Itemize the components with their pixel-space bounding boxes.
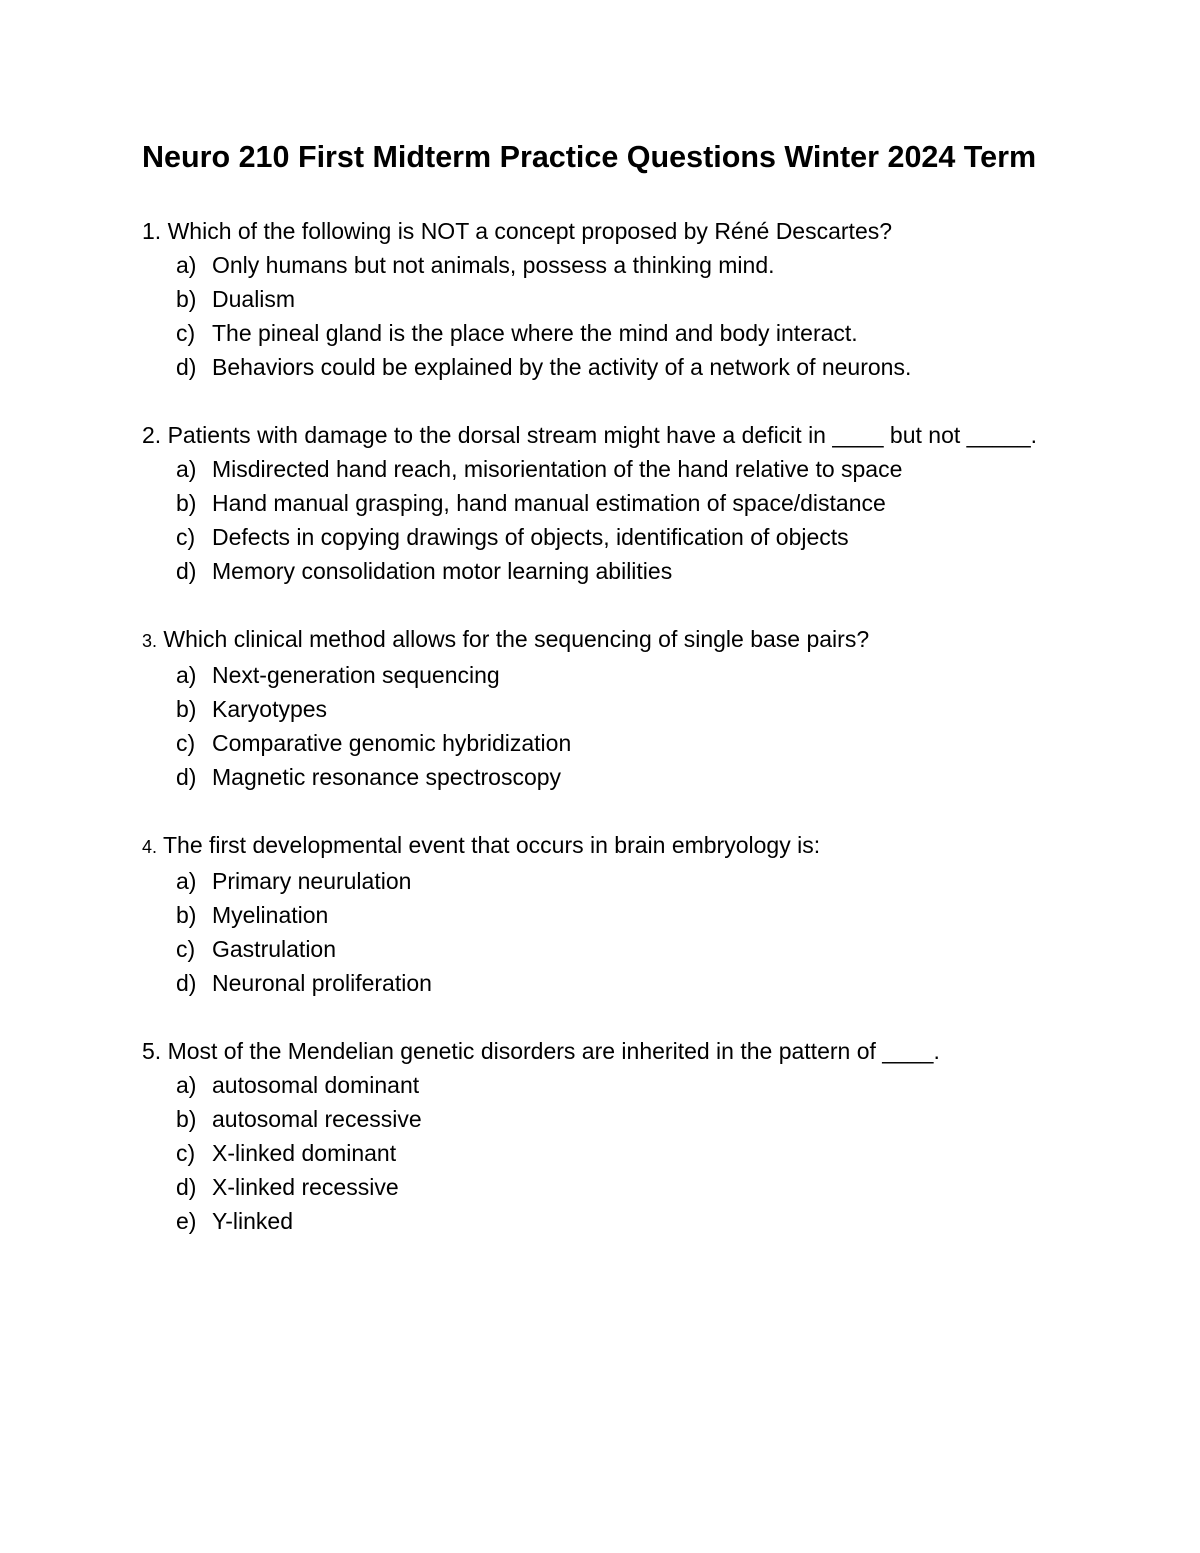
option-text: Gastrulation [212, 936, 337, 962]
option-letter: c) [176, 730, 196, 756]
option-letter: a) [176, 252, 197, 278]
option-d [142, 760, 1072, 794]
option-a [142, 864, 1072, 898]
option-text: autosomal recessive [212, 1106, 422, 1132]
option-letter: a) [176, 662, 197, 688]
option-letter: b) [176, 696, 197, 722]
option-d [142, 350, 1072, 384]
option-b [142, 898, 1072, 932]
option-a [142, 452, 1072, 486]
option-b [142, 486, 1072, 520]
option-letter: d) [176, 558, 197, 584]
question-number: 4. [142, 837, 158, 857]
question-stem [142, 418, 1072, 452]
option-letter: d) [176, 970, 197, 996]
question-number: 3. [142, 631, 158, 651]
question-text: Patients with damage to the dorsal stream might have a deficit in ____ but not _____. [167, 422, 1037, 448]
option-text: Karyotypes [212, 696, 328, 722]
option-text: Myelination [212, 902, 329, 928]
option-letter: d) [176, 354, 197, 380]
option-text: Misdirected hand reach, misorientation of the hand relative to space [212, 456, 903, 482]
option-list [142, 452, 1072, 588]
question-4 [142, 828, 1072, 1000]
question-3 [142, 622, 1072, 794]
option-list [142, 248, 1072, 384]
option-text: Primary neurulation [212, 868, 412, 894]
option-text: Neuronal proliferation [212, 970, 432, 996]
option-text: autosomal dominant [212, 1072, 420, 1098]
question-text: Which of the following is NOT a concept proposed by Réné Descartes? [167, 218, 893, 244]
option-text: Defects in copying drawings of objects, identification of objects [212, 524, 849, 550]
option-d [142, 1170, 1072, 1204]
option-letter: c) [176, 1140, 196, 1166]
option-b [142, 1102, 1072, 1136]
option-c [142, 316, 1072, 350]
option-letter: b) [176, 902, 197, 928]
option-text: Y-linked [212, 1208, 293, 1234]
question-number: 1. [142, 218, 162, 244]
option-list [142, 658, 1072, 794]
option-list [142, 864, 1072, 1000]
option-text: Comparative genomic hybridization [212, 730, 572, 756]
option-a [142, 248, 1072, 282]
question-number: 5. [142, 1038, 162, 1064]
option-letter: b) [176, 286, 197, 312]
question-stem [142, 622, 1072, 658]
option-c [142, 932, 1072, 966]
question-5 [142, 1034, 1072, 1238]
option-text: Only humans but not animals, possess a thinking mind. [212, 252, 775, 278]
option-text: Behaviors could be explained by the activity of a network of neurons. [212, 354, 912, 380]
option-text: Memory consolidation motor learning abilities [212, 558, 673, 584]
option-text: Magnetic resonance spectroscopy [212, 764, 562, 790]
option-letter: a) [176, 1072, 197, 1098]
question-1 [142, 214, 1072, 384]
option-text: X-linked recessive [212, 1174, 399, 1200]
option-letter: d) [176, 1174, 197, 1200]
question-stem [142, 214, 1072, 248]
option-letter: d) [176, 764, 197, 790]
option-b [142, 692, 1072, 726]
question-stem [142, 1034, 1072, 1068]
question-stem [142, 828, 1072, 864]
option-letter: e) [176, 1208, 197, 1234]
option-letter: b) [176, 490, 197, 516]
question-text: Which clinical method allows for the sequencing of single base pairs? [163, 626, 870, 652]
option-a [142, 658, 1072, 692]
option-letter: c) [176, 524, 196, 550]
question-list [142, 214, 1072, 1272]
option-d [142, 554, 1072, 588]
document-title: Neuro 210 First Midterm Practice Questions Winter 2024 Term [142, 140, 1037, 174]
option-letter: c) [176, 320, 196, 346]
option-list [142, 1068, 1072, 1238]
question-number: 2. [142, 422, 162, 448]
option-text: The pineal gland is the place where the mind and body interact. [212, 320, 858, 346]
option-letter: a) [176, 868, 197, 894]
option-text: Dualism [212, 286, 296, 312]
option-text: Hand manual grasping, hand manual estimation of space/distance [212, 490, 886, 516]
option-e [142, 1204, 1072, 1238]
option-c [142, 1136, 1072, 1170]
option-letter: c) [176, 936, 196, 962]
option-b [142, 282, 1072, 316]
question-text: Most of the Mendelian genetic disorders are inherited in the pattern of ____. [167, 1038, 940, 1064]
option-d [142, 966, 1072, 1000]
option-text: X-linked dominant [212, 1140, 397, 1166]
option-c [142, 726, 1072, 760]
question-2 [142, 418, 1072, 588]
question-text: The first developmental event that occurs in brain embryology is: [163, 832, 821, 858]
option-c [142, 520, 1072, 554]
option-text: Next-generation sequencing [212, 662, 500, 688]
option-a [142, 1068, 1072, 1102]
option-letter: a) [176, 456, 197, 482]
option-letter: b) [176, 1106, 197, 1132]
